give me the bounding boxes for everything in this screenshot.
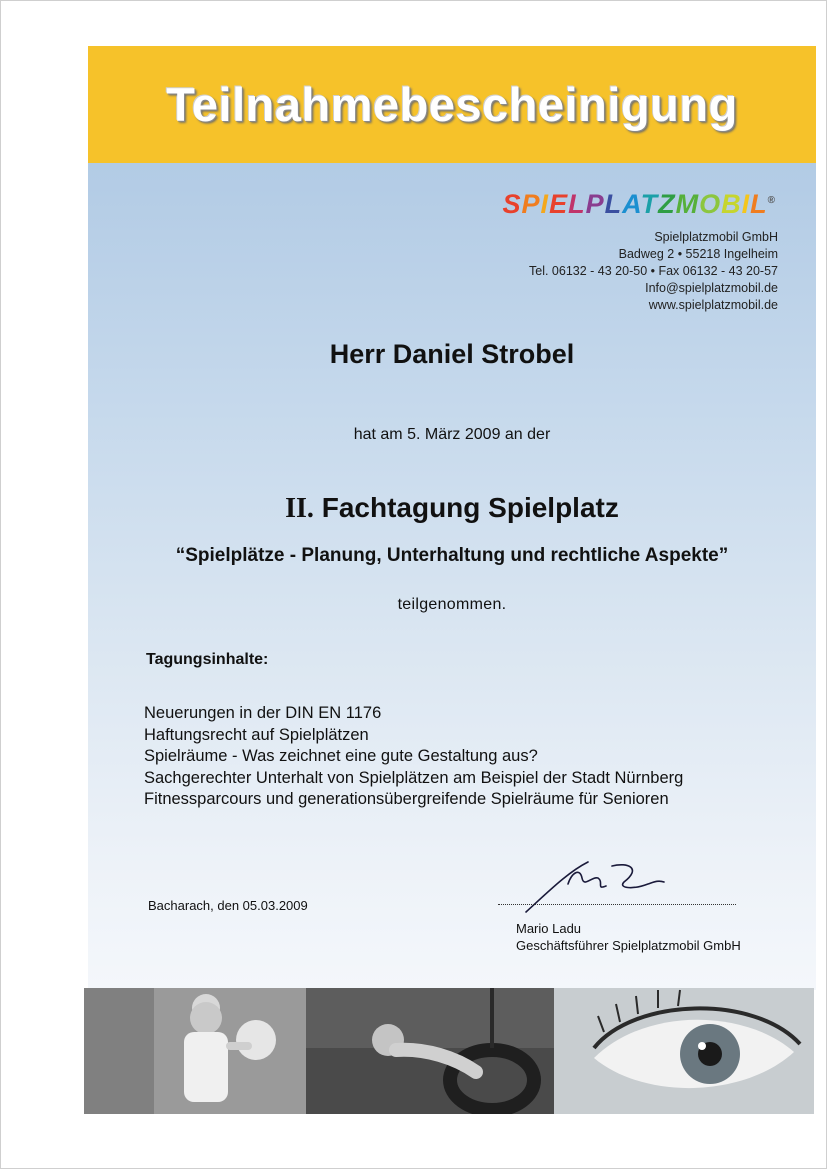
place-and-date: Bacharach, den 05.03.2009 [148, 898, 308, 913]
logo-letter: P [585, 189, 605, 219]
address-street: Badweg 2 • 55218 Ingelheim [618, 247, 778, 261]
contents-heading: Tagungsinhalte: [146, 651, 269, 668]
list-item: Fitnessparcours und generationsübergreifende Spielräume für Senioren [144, 790, 669, 808]
signature-line [498, 904, 736, 905]
address-company: Spielplatzmobil GmbH [654, 230, 778, 244]
logo-letter: T [640, 189, 659, 219]
event-number: II. [285, 493, 314, 524]
list-item: Neuerungen in der DIN EN 1176 [144, 704, 382, 722]
list-item: Spielräume - Was zeichnet eine gute Gestaltung aus? [144, 747, 538, 765]
attendance-intro: hat am 5. März 2009 an der [353, 426, 551, 443]
certificate-title: Teilnahmebescheinigung [166, 78, 738, 131]
list-item: Haftungsrecht auf Spielplätzen [144, 725, 369, 744]
contents-list [144, 703, 683, 811]
list-item: Sachgerechter Unterhalt von Spielplätzen am Beispiel der Stadt Nürnberg [144, 768, 684, 787]
recipient-name: Herr Daniel Strobel [329, 339, 575, 369]
photo-child-on-tire-swing [306, 988, 554, 1114]
logo-letter: Z [658, 189, 676, 219]
logo-letter: I [540, 189, 550, 219]
event-subtitle: “Spielplätze - Planung, Unterhaltung und rechtliche Aspekte” [175, 545, 729, 566]
event-name: Fachtagung Spielplatz [321, 492, 619, 523]
address-email: Info@spielplatzmobil.de [645, 281, 778, 295]
logo-letter: M [675, 189, 700, 219]
company-logo [503, 189, 776, 220]
logo-letter: E [549, 189, 569, 219]
signer-name: Mario Ladu [516, 921, 582, 936]
logo-letter: O [699, 189, 722, 219]
signature [508, 856, 668, 916]
logo-letter: S [502, 189, 522, 219]
signer-block [516, 920, 741, 954]
registered-mark: ® [767, 195, 776, 206]
certificate-body [88, 163, 816, 990]
logo-wordmark [503, 189, 768, 219]
logo-letter: L [750, 189, 768, 219]
photo-strip [84, 988, 814, 1114]
photo-eye-closeup [554, 988, 814, 1114]
logo-letter: B [721, 189, 742, 219]
address-website: www.spielplatzmobil.de [648, 298, 778, 312]
signer-title: Geschäftsführer Spielplatzmobil GmbH [516, 938, 741, 953]
logo-letter: A [622, 189, 641, 219]
event-title [88, 492, 816, 525]
logo-letter: L [568, 189, 586, 219]
company-address [529, 229, 778, 314]
logo-letter: P [521, 189, 541, 219]
title-banner [88, 46, 816, 163]
attendance-outro: teilgenommen. [397, 596, 507, 613]
photo-child-with-ball [84, 988, 306, 1114]
logo-letter: L [604, 189, 623, 219]
logo-letter: I [741, 189, 751, 219]
address-phone: Tel. 06132 - 43 20-50 • Fax 06132 - 43 20-57 [529, 264, 778, 278]
